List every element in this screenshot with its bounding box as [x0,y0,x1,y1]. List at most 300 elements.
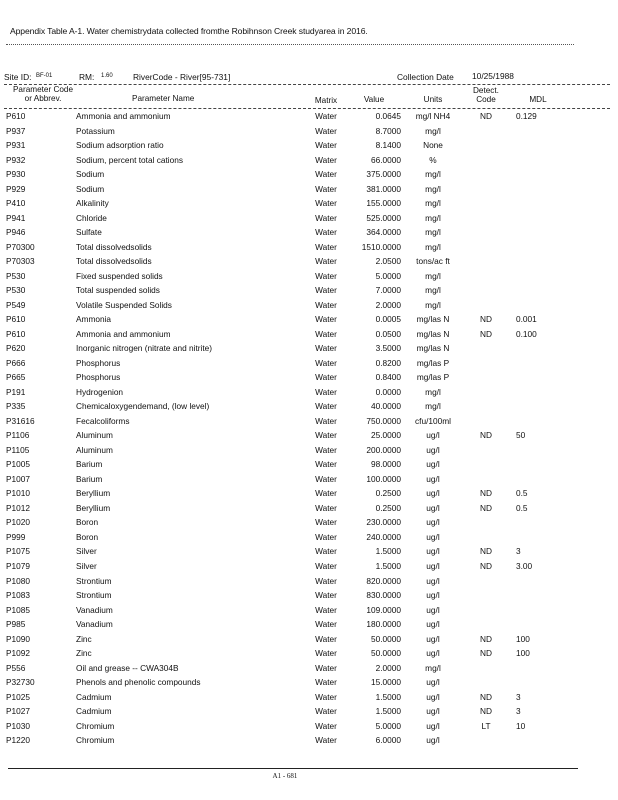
cell-name: Chloride [76,212,107,223]
table-row [0,343,618,358]
cell-name: Oil and grease -- CWA304B [76,662,179,673]
cell-name: Alkalinity [76,198,109,209]
table-row [0,576,618,591]
cell-value: 109.0000 [366,604,401,615]
cell-mdl: 3 [516,691,521,702]
table-row [0,155,618,170]
cell-name: Total suspended solids [76,285,160,296]
cell-value: 1510.0000 [361,241,401,252]
cell-units: mg/l [425,386,441,397]
cell-code: P930 [6,169,26,180]
cell-code: P1020 [6,517,30,528]
cell-name: Zinc [76,633,92,644]
cell-matrix: Water [315,285,337,296]
cell-matrix: Water [315,169,337,180]
cell-units: ug/l [426,706,440,717]
cell-code: P191 [6,386,26,397]
cell-units: tons/ac ft [416,256,450,267]
cell-units: mg/l [425,169,441,180]
collection-date-label: Collection Date [397,72,454,82]
cell-matrix: Water [315,183,337,194]
cell-matrix: Water [315,125,337,136]
cell-matrix: Water [315,299,337,310]
cell-code: P937 [6,125,26,136]
table-row [0,605,618,620]
cell-units: None [423,140,443,151]
cell-value: 8.1400 [375,140,401,151]
cell-mdl: 3 [516,546,521,557]
cell-value: 1.5000 [375,691,401,702]
cell-name: Chromium [76,720,115,731]
cell-units: ug/l [426,531,440,542]
cell-code: P985 [6,619,26,630]
cell-name: Aluminum [76,430,113,441]
cell-value: 0.2500 [375,488,401,499]
table-row [0,503,618,518]
cell-mdl: 0.001 [516,314,537,325]
cell-value: 1.5000 [375,546,401,557]
cell-detect: ND [480,633,492,644]
cell-units: ug/l [426,488,440,499]
cell-code: P549 [6,299,26,310]
cell-code: P70300 [6,241,35,252]
cell-detect: ND [480,691,492,702]
table-row [0,474,618,489]
cell-value: 98.0000 [371,459,401,470]
cell-value: 0.0500 [375,328,401,339]
table-row [0,517,618,532]
cell-detect: ND [480,502,492,513]
cell-mdl: 0.5 [516,488,528,499]
cell-code: P1010 [6,488,30,499]
cell-units: ug/l [426,473,440,484]
cell-code: P1007 [6,473,30,484]
cell-value: 2.0500 [375,256,401,267]
cell-name: Sodium [76,169,105,180]
cell-code: P1083 [6,590,30,601]
cell-code: P1090 [6,633,30,644]
table-row [0,227,618,242]
cell-matrix: Water [315,314,337,325]
cell-code: P70303 [6,256,35,267]
cell-name: Volatile Suspended Solids [76,299,172,310]
cell-units: mg/l [425,662,441,673]
table-row [0,314,618,329]
header-parameter-code [6,86,80,103]
cell-matrix: Water [315,662,337,673]
cell-code: P931 [6,140,26,151]
cell-units: mg/l [425,227,441,238]
cell-detect: ND [480,648,492,659]
cell-name: Sulfate [76,227,102,238]
cell-name: Silver [76,560,97,571]
cell-units: mg/l [425,241,441,252]
cell-name: Aluminum [76,444,113,455]
cell-units: mg/las P [416,372,450,383]
cell-name: Sodium, percent total cations [76,154,183,165]
table-row [0,430,618,445]
cell-mdl: 50 [516,430,526,441]
cell-units: ug/l [426,430,440,441]
table-row [0,126,618,141]
cell-value: 240.0000 [366,531,401,542]
table-row [0,590,618,605]
cell-matrix: Water [315,343,337,354]
cell-units: ug/l [426,560,440,571]
cell-code: P1030 [6,720,30,731]
cell-value: 820.0000 [366,575,401,586]
cell-mdl: 0.129 [516,111,537,121]
header-code-line1: Parameter Code [12,85,74,94]
cell-code: P1079 [6,560,30,571]
cell-matrix: Water [315,488,337,499]
cell-matrix: Water [315,546,337,557]
cell-units: ug/l [426,546,440,557]
site-info-row [0,72,618,84]
cell-detect: ND [480,430,492,441]
cell-matrix: Water [315,502,337,513]
cell-units: mg/l [425,401,441,412]
cell-matrix: Water [315,212,337,223]
cell-units: ug/l [426,619,440,630]
cell-matrix: Water [315,270,337,281]
cell-value: 375.0000 [366,169,401,180]
cell-units: mg/l [425,212,441,223]
header-units: Units [423,95,443,104]
table-row [0,663,618,678]
cell-value: 66.0000 [371,154,401,165]
cell-name: Barium [76,459,103,470]
table-row [0,213,618,228]
cell-code: P1220 [6,735,30,746]
table-row [0,271,618,286]
cell-value: 525.0000 [366,212,401,223]
cell-name: Total dissolvedsolids [76,256,152,267]
cell-code: P941 [6,212,26,223]
cell-matrix: Water [315,531,337,542]
table-caption: Appendix Table A-1. Water chemistrydata collected fromthe Robihnson Creek studyarea in 2016. [10,26,368,36]
cell-matrix: Water [315,357,337,368]
cell-mdl: 100 [516,633,530,644]
cell-code: P31616 [6,415,35,426]
cell-name: Barium [76,473,103,484]
cell-name: Sodium [76,183,105,194]
cell-value: 50.0000 [371,648,401,659]
cell-matrix: Water [315,111,337,121]
cell-code: P1075 [6,546,30,557]
table-row [0,329,618,344]
cell-name: Hydrogenion [76,386,124,397]
header-value: Value [363,95,385,104]
cell-value: 0.0005 [375,314,401,325]
cell-value: 0.0000 [375,386,401,397]
cell-code: P932 [6,154,26,165]
cell-matrix: Water [315,328,337,339]
cell-units: mg/l [425,198,441,209]
cell-code: P929 [6,183,26,194]
table-row [0,401,618,416]
cell-code: P620 [6,343,26,354]
cell-mdl: 3.00 [516,560,533,571]
table-row [0,300,618,315]
table-row [0,634,618,649]
site-divider [4,84,610,85]
cell-matrix: Water [315,459,337,470]
cell-matrix: Water [315,677,337,688]
cell-name: Chemicaloxygendemand, (low level) [76,401,210,412]
cell-units: ug/l [426,648,440,659]
cell-value: 0.8200 [375,357,401,368]
cell-units: ug/l [426,502,440,513]
cell-name: Beryllium [76,502,111,513]
table-row [0,445,618,460]
cell-matrix: Water [315,517,337,528]
cell-value: 2.0000 [375,662,401,673]
cell-detect: ND [480,328,492,339]
cell-value: 50.0000 [371,633,401,644]
cell-value: 200.0000 [366,444,401,455]
rm-value: 1.60 [101,73,113,79]
cell-matrix: Water [315,386,337,397]
cell-value: 5.0000 [375,720,401,731]
cell-name: Phenols and phenolic compounds [76,677,201,688]
cell-value: 0.0645 [375,111,401,121]
cell-value: 750.0000 [366,415,401,426]
cell-units: ug/l [426,735,440,746]
table-row [0,721,618,736]
table-row [0,242,618,257]
cell-name: Cadmium [76,691,112,702]
cell-matrix: Water [315,633,337,644]
cell-matrix: Water [315,198,337,209]
cell-mdl: 10 [516,720,526,731]
header-detect-line1: Detect. [473,86,499,95]
cell-units: mg/las N [416,314,450,325]
cell-code: P665 [6,372,26,383]
cell-name: Fixed suspended solids [76,270,163,281]
cell-value: 0.2500 [375,502,401,513]
cell-matrix: Water [315,720,337,731]
cell-code: P1085 [6,604,30,615]
cell-name: Fecalcoliforms [76,415,130,426]
cell-name: Ammonia [76,314,112,325]
cell-value: 15.0000 [371,677,401,688]
cell-value: 25.0000 [371,430,401,441]
cell-name: Phosphorus [76,372,121,383]
cell-code: P610 [6,328,26,339]
table-row [0,198,618,213]
cell-matrix: Water [315,691,337,702]
cell-matrix: Water [315,256,337,267]
table-row [0,285,618,300]
cell-code: P1027 [6,706,30,717]
cell-name: Potassium [76,125,115,136]
table-row [0,184,618,199]
cell-units: ug/l [426,444,440,455]
site-id-value: BF-01 [36,73,53,79]
cell-units: mg/l [425,285,441,296]
cell-code: P1005 [6,459,30,470]
cell-code: P610 [6,111,26,121]
cell-code: P1105 [6,444,30,455]
footer-divider [8,768,578,769]
cell-name: Vanadium [76,619,113,630]
cell-name: Boron [76,531,99,542]
table-row [0,677,618,692]
cell-code: P1080 [6,575,30,586]
header-code-line2: or Abbrev. [24,93,62,103]
table-row [0,372,618,387]
table-row [0,140,618,155]
cell-code: P946 [6,227,26,238]
cell-name: Ammonia and ammonium [76,111,171,121]
cell-units: ug/l [426,604,440,615]
cell-matrix: Water [315,473,337,484]
cell-units: mg/las P [416,357,450,368]
header-divider [4,108,610,109]
cell-value: 3.5000 [375,343,401,354]
cell-units: mg/l [425,270,441,281]
table-row [0,459,618,474]
table-row [0,416,618,431]
header-detect-line2: Code [476,94,496,104]
cell-units: mg/l NH4 [415,111,451,121]
table-row [0,532,618,547]
cell-code: P666 [6,357,26,368]
cell-detect: ND [480,314,492,325]
cell-code: P530 [6,270,26,281]
cell-units: mg/las N [416,343,450,354]
cell-units: ug/l [426,720,440,731]
cell-units: ug/l [426,677,440,688]
cell-code: P1012 [6,502,30,513]
cell-units: % [429,154,437,165]
cell-value: 7.0000 [375,285,401,296]
cell-code: P335 [6,401,26,412]
cell-code: P1092 [6,648,30,659]
table-row [0,619,618,634]
cell-value: 381.0000 [366,183,401,194]
cell-detect: ND [480,560,492,571]
cell-matrix: Water [315,401,337,412]
cell-name: Boron [76,517,99,528]
cell-value: 6.0000 [375,735,401,746]
cell-units: mg/l [425,125,441,136]
cell-detect: ND [480,546,492,557]
cell-value: 830.0000 [366,590,401,601]
site-id-label: Site ID: [4,72,32,82]
cell-matrix: Water [315,648,337,659]
table-row [0,735,618,750]
table-row [0,256,618,271]
cell-value: 8.7000 [375,125,401,136]
cell-code: P1106 [6,430,30,441]
cell-value: 2.0000 [375,299,401,310]
table-row [0,692,618,707]
cell-matrix: Water [315,575,337,586]
cell-mdl: 3 [516,706,521,717]
cell-matrix: Water [315,372,337,383]
caption-divider [6,44,574,45]
cell-name: Sodium adsorption ratio [76,140,164,151]
cell-units: ug/l [426,590,440,601]
cell-units: ug/l [426,691,440,702]
table-row [0,488,618,503]
cell-matrix: Water [315,590,337,601]
cell-value: 230.0000 [366,517,401,528]
cell-code: P32730 [6,677,35,688]
cell-code: P556 [6,662,26,673]
table-row [0,387,618,402]
collection-date: 10/25/1988 [472,71,514,81]
cell-name: Ammonia and ammonium [76,328,171,339]
table-row [0,706,618,721]
cell-name: Strontium [76,575,112,586]
table-row [0,546,618,561]
header-parameter-name: Parameter Name [132,94,195,103]
cell-code: P1025 [6,691,30,702]
cell-value: 1.5000 [375,560,401,571]
cell-value: 0.8400 [375,372,401,383]
cell-matrix: Water [315,735,337,746]
header-matrix: Matrix [314,96,338,105]
cell-matrix: Water [315,604,337,615]
cell-detect: LT [481,720,491,731]
cell-units: cfu/100ml [415,415,451,426]
cell-name: Beryllium [76,488,111,499]
table-row [0,561,618,576]
cell-value: 100.0000 [366,473,401,484]
cell-mdl: 0.5 [516,502,528,513]
cell-matrix: Water [315,430,337,441]
table-row [0,648,618,663]
cell-name: Zinc [76,648,92,659]
cell-matrix: Water [315,227,337,238]
cell-name: Cadmium [76,706,112,717]
cell-name: Vanadium [76,604,113,615]
cell-value: 155.0000 [366,198,401,209]
cell-name: Strontium [76,590,112,601]
cell-matrix: Water [315,560,337,571]
cell-mdl: 100 [516,648,530,659]
cell-name: Total dissolvedsolids [76,241,152,252]
cell-code: P610 [6,314,26,325]
cell-units: mg/l [425,183,441,194]
cell-matrix: Water [315,619,337,630]
cell-name: Inorganic nitrogen (nitrate and nitrite) [76,343,213,354]
cell-detect: ND [480,111,492,121]
cell-units: ug/l [426,633,440,644]
cell-code: P999 [6,531,26,542]
cell-matrix: Water [315,444,337,455]
cell-units: ug/l [426,459,440,470]
cell-units: ug/l [426,575,440,586]
cell-units: ug/l [426,517,440,528]
cell-matrix: Water [315,154,337,165]
header-detect-code [468,87,504,104]
table-row [0,169,618,184]
cell-name: Silver [76,546,97,557]
cell-value: 5.0000 [375,270,401,281]
cell-value: 40.0000 [371,401,401,412]
river-code: RiverCode - River[95-731] [133,72,231,82]
cell-name: Phosphorus [76,357,121,368]
cell-name: Chromium [76,735,115,746]
cell-units: mg/l [425,299,441,310]
cell-detect: ND [480,706,492,717]
cell-matrix: Water [315,415,337,426]
cell-value: 364.0000 [366,227,401,238]
